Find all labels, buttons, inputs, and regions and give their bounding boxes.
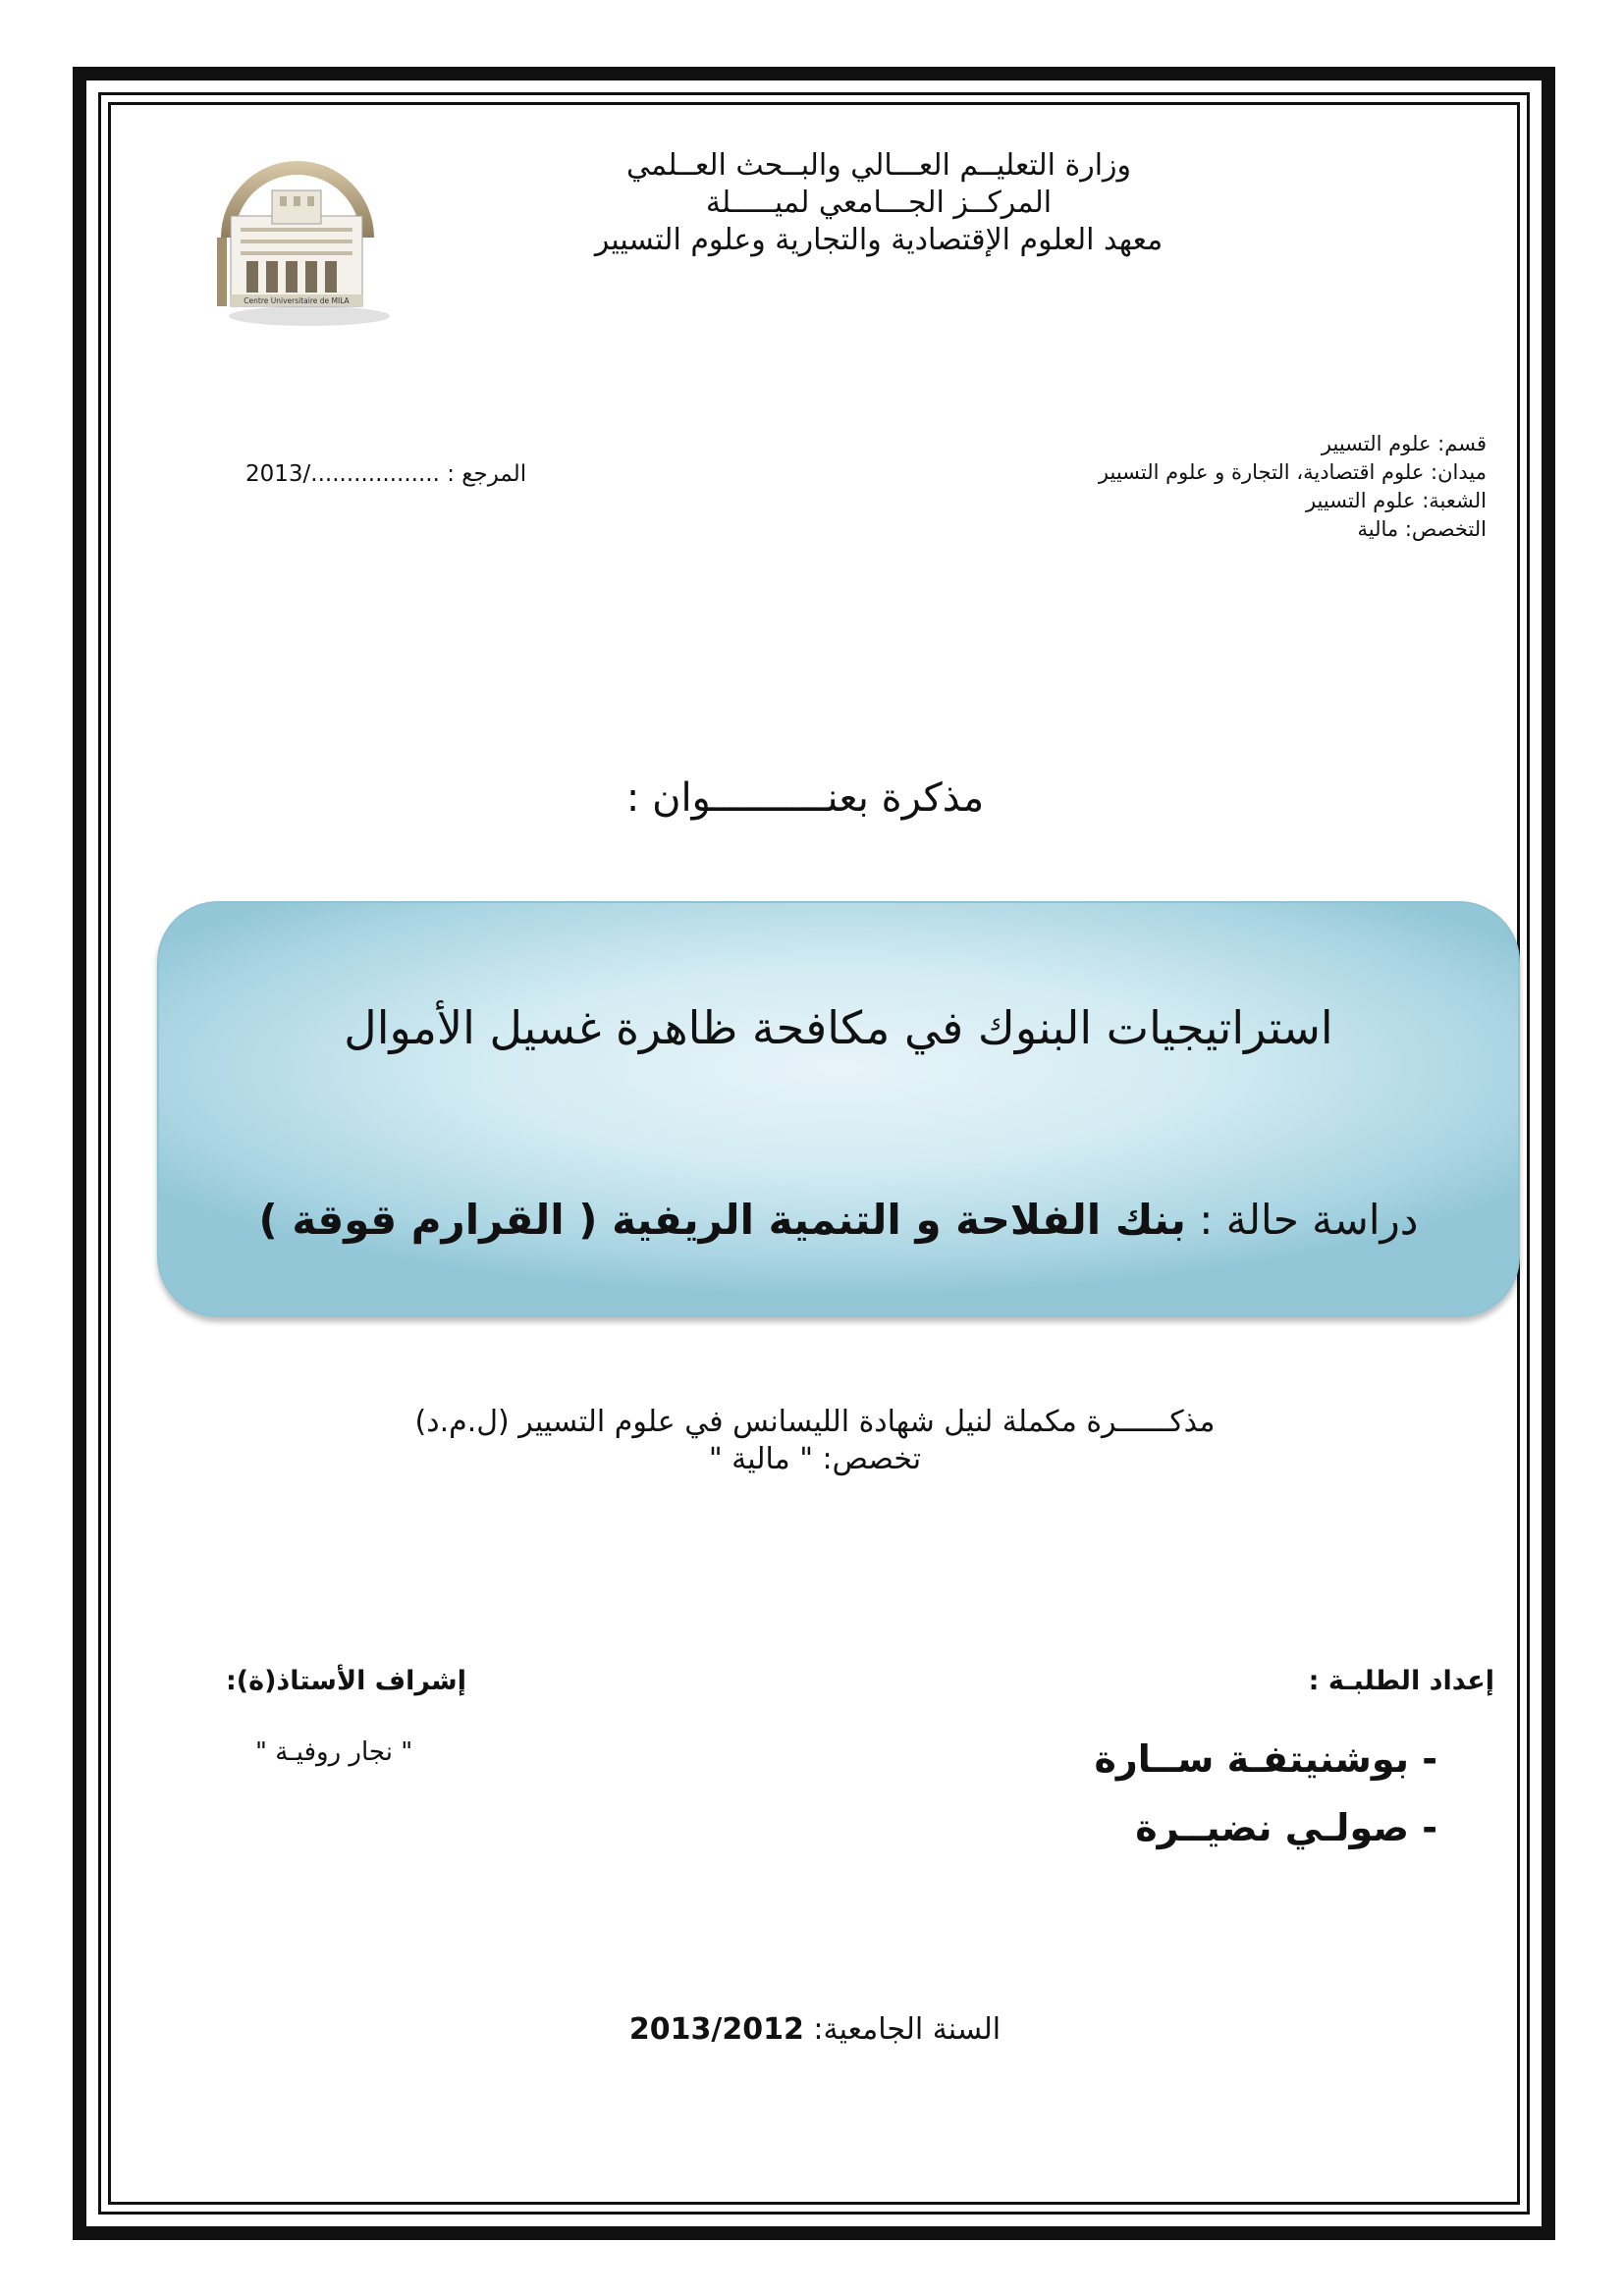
reference-number: المرجع : ................../2013: [245, 461, 527, 487]
ministry-name: وزارة التعليــم العـــالي والبــحث العــلمي: [625, 148, 1131, 183]
prepared-by-label: إعداد الطلبـة :: [1308, 1666, 1494, 1696]
academic-year: [550, 2012, 1080, 2047]
university-logo: [201, 157, 393, 329]
academic-year-label: السنة الجامعية:: [813, 2012, 1001, 2047]
degree-statement: [373, 1404, 1257, 1478]
case-study-label: دراسة حالة :: [1199, 1196, 1419, 1244]
case-study-line: [159, 1196, 1518, 1244]
title-box: [157, 901, 1520, 1317]
degree-line: مذكــــــرة مكملة لنيل شهادة الليسانس في علوم التسيير (ل.م.د): [414, 1405, 1216, 1439]
document-metadata: [1099, 430, 1487, 544]
logo-caption: Centre Universitaire de MILA: [244, 296, 350, 305]
specialty-line: التخصص: مالية: [1357, 517, 1487, 541]
student-name-2: - صولـي نضيــرة: [1135, 1806, 1437, 1849]
thesis-title: استراتيجيات البنوك في مكافحة ظاهرة غسيل الأموال: [344, 1001, 1333, 1054]
field-line: ميدان: علوم اقتصادية، التجارة و علوم التسيير: [1098, 460, 1487, 484]
supervision-label: إشراف الأستاذ(ة):: [226, 1666, 466, 1696]
institution-header: [422, 147, 1335, 259]
branch-line: الشعبة: علوم التسيير: [1305, 489, 1487, 512]
specialization-line: تخصص: " مالية ": [708, 1442, 922, 1476]
case-study-subject: بنك الفلاحة و التنمية الريفية ( القرارم قوقة ): [258, 1196, 1186, 1244]
institute-name: معهد العلوم الإقتصادية والتجارية وعلوم التسيير: [594, 223, 1164, 257]
department-line: قسم: علوم التسيير: [1321, 432, 1487, 455]
student-name-1: - بوشنيتفـة ســارة: [1094, 1737, 1437, 1781]
academic-year-value: 2013/2012: [628, 2012, 804, 2047]
memo-title-label: مذكرة بعنــــــــــوان :: [625, 775, 985, 821]
supervisor-name: " نجار روفيـة ": [255, 1737, 413, 1767]
center-name: المركــز الجـــامعي لميـــــلة: [705, 186, 1053, 220]
